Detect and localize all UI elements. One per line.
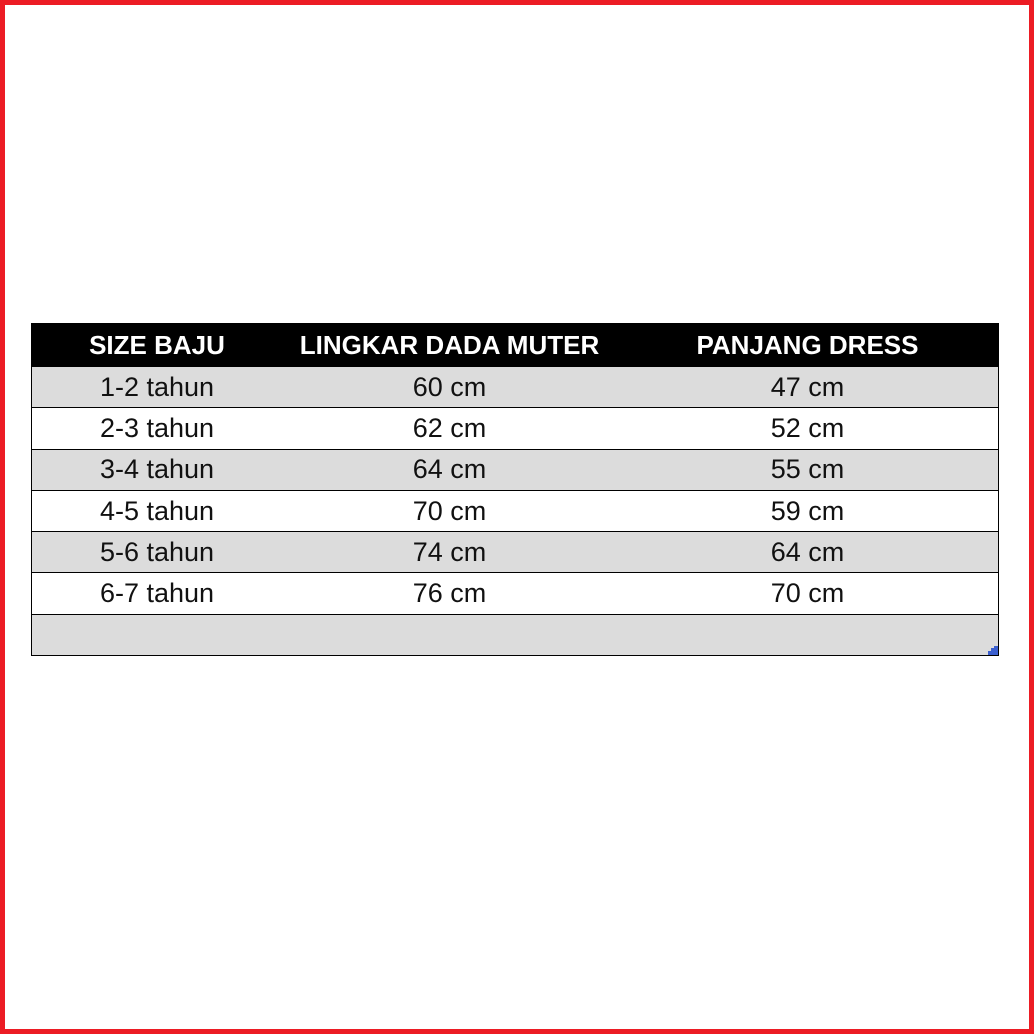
chest-cell: 62 cm (412, 412, 487, 443)
table-row (32, 531, 998, 572)
size-cell: 3-4 tahun (99, 454, 215, 485)
length-cell: 52 cm (770, 412, 845, 443)
length-cell: 59 cm (770, 495, 845, 526)
table-row (32, 366, 998, 407)
table-row (32, 490, 998, 531)
length-cell: 47 cm (770, 371, 845, 402)
size-cell: 1-2 tahun (99, 371, 215, 402)
chest-cell (282, 615, 617, 655)
table-row (32, 407, 998, 448)
size-cell: 4-5 tahun (99, 495, 215, 526)
header-panjang-dress: PANJANG DRESS (696, 329, 919, 360)
size-cell: 5-6 tahun (99, 536, 215, 567)
chest-cell: 74 cm (412, 536, 487, 567)
size-cell: 2-3 tahun (99, 412, 215, 443)
table-row (32, 449, 998, 490)
chest-cell: 76 cm (412, 578, 487, 609)
table-resize-handle-icon[interactable] (988, 646, 998, 655)
chest-cell: 60 cm (412, 371, 487, 402)
size-cell (32, 615, 282, 655)
size-cell: 6-7 tahun (99, 578, 215, 609)
table-row (32, 572, 998, 613)
table-header-row (32, 324, 998, 366)
length-cell: 70 cm (770, 578, 845, 609)
table-row-empty (32, 614, 998, 655)
length-cell: 64 cm (770, 536, 845, 567)
length-cell (617, 615, 998, 655)
chest-cell: 64 cm (412, 454, 487, 485)
chest-cell: 70 cm (412, 495, 487, 526)
length-cell: 55 cm (770, 454, 845, 485)
header-size-baju: SIZE BAJU (89, 329, 225, 360)
size-chart-table (31, 323, 999, 656)
header-lingkar-dada: LINGKAR DADA MUTER (299, 329, 600, 360)
